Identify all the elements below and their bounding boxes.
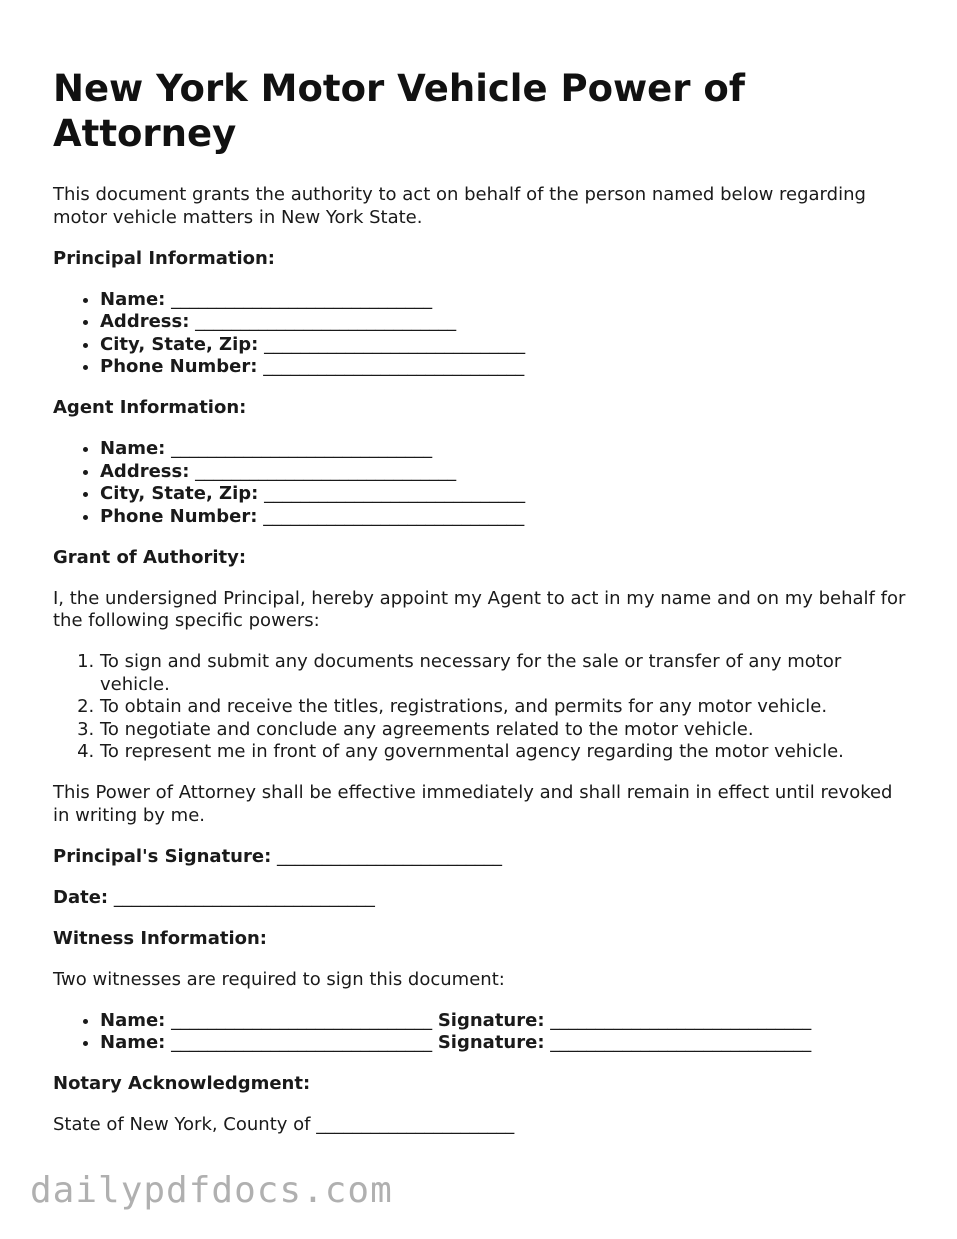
date-blank[interactable]: _____________________________ — [113, 886, 375, 908]
blank-line[interactable]: _____________________________ — [263, 505, 525, 527]
field-label: City, State, Zip: — [100, 483, 259, 504]
witness-row — [100, 1010, 913, 1033]
agent-city-item — [100, 483, 913, 506]
witness-name-blank[interactable]: _____________________________ — [171, 1032, 433, 1053]
agent-address-item — [100, 461, 913, 484]
blank-line[interactable]: _____________________________ — [264, 483, 526, 504]
witness-heading: Witness Information: — [53, 927, 267, 949]
power-item: 4. To represent me in front of any governmental agency regarding the motor vehicle. — [100, 741, 913, 764]
agent-name-item — [100, 438, 913, 461]
principal-name-item — [100, 289, 913, 312]
witness-name-blank[interactable]: _____________________________ — [171, 1009, 433, 1031]
witness-paragraph: Two witnesses are required to sign this document: — [53, 968, 505, 990]
date-label: Date: — [53, 886, 109, 908]
witness-row — [100, 1032, 913, 1055]
agent-phone-item — [100, 506, 913, 529]
witness-signature-blank[interactable]: _____________________________ — [550, 1009, 812, 1031]
witness-signature-blank[interactable]: _____________________________ — [550, 1032, 812, 1053]
blank-line[interactable]: _____________________________ — [264, 333, 526, 355]
field-label: Phone Number: — [100, 505, 258, 527]
signature-label: Principal's Signature: — [53, 845, 272, 867]
field-label: Name: — [100, 438, 166, 459]
document — [53, 66, 913, 1155]
field-label: Address: — [100, 460, 190, 482]
witness-name-label: Name: — [100, 1009, 166, 1031]
witness-list — [53, 1010, 913, 1055]
principal-fields — [53, 289, 913, 379]
witness-name-label: Name: — [100, 1032, 166, 1053]
power-item: 3. To negotiate and conclude any agreements related to the motor vehicle. — [100, 719, 913, 742]
agent-fields — [53, 438, 913, 528]
power-item: 2. To obtain and receive the titles, registrations, and permits for any motor vehicle. — [100, 696, 913, 719]
field-label: Name: — [100, 288, 166, 310]
field-label: Phone Number: — [100, 356, 258, 377]
power-item: 1. To sign and submit any documents necessary for the sale or transfer of any motor vehicle. — [100, 651, 913, 696]
blank-line[interactable]: _____________________________ — [171, 438, 433, 459]
principal-signature-line — [53, 846, 913, 869]
field-label: Address: — [100, 311, 190, 332]
agent-heading: Agent Information: — [53, 397, 247, 418]
witness-signature-label: Signature: — [437, 1032, 545, 1053]
powers-list — [53, 651, 913, 764]
date-line — [53, 887, 913, 910]
blank-line[interactable]: _____________________________ — [195, 460, 457, 482]
notary-heading: Notary Acknowledgment: — [53, 1073, 311, 1094]
field-label: City, State, Zip: — [100, 333, 259, 355]
witness-signature-label: Signature: — [437, 1009, 545, 1031]
principal-city-item — [100, 334, 913, 357]
grant-paragraph: I, the undersigned Principal, hereby appoint my Agent to act in my name and on my behalf for the following specific powers: — [53, 587, 906, 631]
blank-line[interactable]: _____________________________ — [195, 311, 457, 332]
county-label: State of New York, County of — [53, 1114, 311, 1135]
principal-heading: Principal Information: — [53, 247, 276, 269]
notary-county-line — [53, 1114, 913, 1137]
page-title: New York Motor Vehicle Power of Attorney — [53, 67, 745, 155]
watermark: dailypdfdocs.com — [30, 1170, 393, 1211]
intro-paragraph: This document grants the authority to act on behalf of the person named below regarding motor vehicle matters in New York State. — [53, 184, 866, 228]
principal-address-item — [100, 311, 913, 334]
blank-line[interactable]: _____________________________ — [171, 288, 433, 310]
blank-line[interactable]: _____________________________ — [263, 356, 525, 377]
effective-paragraph: This Power of Attorney shall be effective immediately and shall remain in effect until revoked in writing by me. — [53, 782, 893, 826]
county-blank[interactable]: ______________________ — [316, 1114, 515, 1135]
signature-blank[interactable]: _________________________ — [277, 845, 503, 867]
grant-heading: Grant of Authority: — [53, 546, 247, 568]
principal-phone-item — [100, 356, 913, 379]
